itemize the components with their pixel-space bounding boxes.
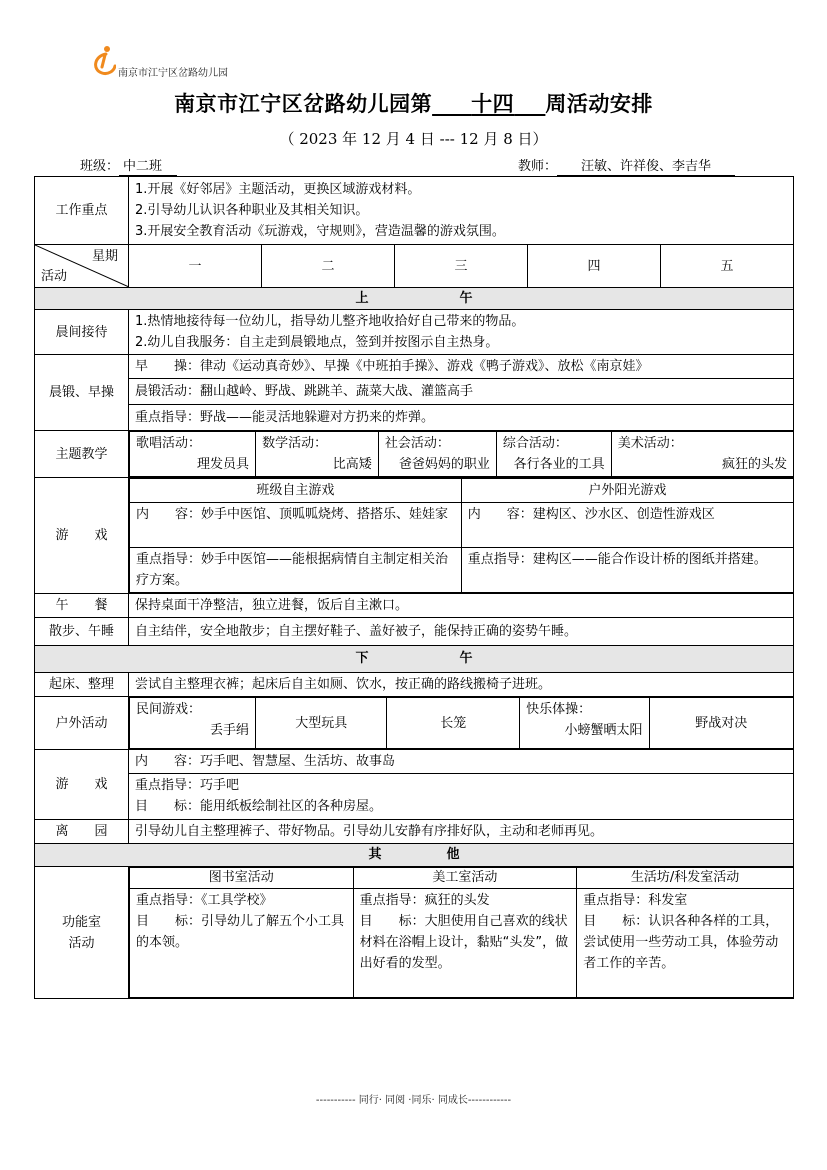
wakeup-row [35, 673, 794, 697]
afternoon-games-goal: 目 标：能用纸板绘制社区的各种房屋。 [135, 799, 383, 814]
wakeup-text: 尝试自主整理衣裤；起床后自主如厕、饮水，按正确的路线搬椅子进班。 [129, 673, 794, 697]
art-room-goal: 目 标：大胆使用自己喜欢的线状材料在浴帽上设计，黏贴“头发”，做出好看的发型。 [359, 914, 569, 971]
day-thursday: 四 [528, 245, 661, 288]
reception-row [35, 310, 794, 355]
teacher-value: 汪敏、许祥俊、李吉华 [557, 159, 735, 176]
teacher-info [518, 155, 735, 176]
function-room-label: 功能室 活动 [35, 867, 129, 999]
weekday-diagonal-cell [35, 245, 129, 288]
theme-type: 综合活动： [502, 436, 568, 451]
day-wednesday: 三 [395, 245, 528, 288]
library-focus: 重点指导：《工具学校》 [136, 893, 273, 908]
class-games-focus: 重点指导：妙手中医馆——能根据病情自主制定相关治疗方案。 [130, 548, 462, 593]
outdoor-games-content: 内 容：建构区、沙水区、创造性游戏区 [461, 503, 793, 548]
life-room-title: 生活坊/科发室活动 [577, 868, 793, 889]
leave-row [35, 820, 794, 844]
theme-name: 比高矮 [332, 457, 372, 472]
outdoor-name: 大型玩具 [256, 698, 387, 749]
library-goal: 目 标：引导幼儿了解五个小工具的本领。 [136, 914, 345, 950]
page-title [0, 88, 827, 118]
lunch-row [35, 594, 794, 618]
outdoor-type: 民间游戏： [136, 702, 202, 717]
day-monday: 一 [129, 245, 262, 288]
teacher-label: 教师： [518, 159, 558, 174]
week-number: 十四 [471, 91, 515, 116]
schedule-table [34, 176, 794, 999]
wakeup-label: 起床、整理 [35, 673, 129, 697]
library-title: 图书室活动 [130, 868, 354, 889]
morning-exercise-activities: 晨锻活动：翻山越岭、野战、跳跳羊、蔬菜大战、灌篮高手 [129, 378, 793, 404]
weekday-header-row [35, 245, 794, 288]
work-focus-item: 2.引导幼儿认识各种职业及其相关知识。 [135, 203, 369, 218]
class-games-title: 班级自主游戏 [130, 479, 462, 503]
outdoor-name: 长笼 [387, 698, 520, 749]
day-tuesday: 二 [262, 245, 395, 288]
nap-label: 散步、午睡 [35, 618, 129, 646]
theme-name: 各行各业的工具 [513, 457, 605, 472]
morning-games-row [35, 478, 794, 594]
class-value: 中二班 [119, 159, 177, 176]
work-focus-item: 1.开展《好邻居》主题活动，更换区域游戏材料。 [135, 182, 421, 197]
weekday-label: 星期 [91, 249, 118, 264]
nap-text: 自主结伴，安全地散步；自主摆好鞋子、盖好被子，能保持正确的姿势午睡。 [129, 618, 794, 646]
work-focus-item: 3.开展安全教育活动《玩游戏，守规则》，营造温馨的游戏氛围。 [135, 224, 505, 239]
morning-drill: 早 操：律动《运动真奇妙》、早操《中班拍手操》、游戏《鸭子游戏》、放松《南京娃》 [135, 359, 649, 374]
morning-games-grid [129, 478, 793, 593]
work-focus-row [35, 177, 794, 245]
reception-item: 2.幼儿自我服务：自主走到晨锻地点，签到并按图示自主热身。 [135, 335, 499, 350]
morning-section-title: 上 午 [35, 288, 794, 310]
outdoor-label: 户外活动 [35, 697, 129, 750]
function-room-grid [129, 867, 793, 998]
reception-label: 晨间接待 [35, 310, 129, 355]
footer-slogan: ----------- 同行· 同阅 ·同乐· 同成长------------ [315, 1095, 512, 1106]
theme-row [35, 431, 794, 478]
outdoor-name: 野战对决 [649, 698, 793, 749]
theme-type: 社会活动： [384, 436, 450, 451]
title-prefix: 南京市江宁区岔路幼儿园第 [174, 91, 433, 116]
work-focus-label: 工作重点 [35, 177, 129, 245]
afternoon-section-title: 下 午 [35, 646, 794, 673]
class-games-content: 内 容：妙手中医馆、顶呱呱烧烤、搭搭乐、娃娃家 [130, 503, 462, 548]
leave-label: 离 园 [35, 820, 129, 844]
date-range: （ 2023 年 12 月 4 日 --- 12 月 8 日） [279, 130, 548, 148]
afternoon-games-label: 游 戏 [35, 750, 129, 820]
other-section-title: 其 他 [35, 844, 794, 867]
afternoon-games-content: 内 容：巧手吧、智慧屋、生活坊、故事岛 [135, 754, 396, 769]
day-friday: 五 [661, 245, 794, 288]
exercise-label: 晨锻、早操 [35, 355, 129, 431]
lunch-text: 保持桌面干净整洁，独立进餐，饭后自主漱口。 [129, 594, 794, 618]
theme-name: 爸爸妈妈的职业 [398, 457, 490, 472]
reception-item: 1.热情地接待每一位幼儿，指导幼儿整齐地收拾好自己带来的物品。 [135, 314, 525, 329]
leave-text: 引导幼儿自主整理裤子、带好物品。引导幼儿安静有序排好队，主动和老师再见。 [129, 820, 794, 844]
class-info [80, 155, 177, 176]
outdoor-grid [129, 697, 793, 749]
theme-type: 美术活动： [617, 436, 683, 451]
theme-grid [129, 431, 793, 477]
morning-games-label: 游 戏 [35, 478, 129, 594]
function-room-row [35, 867, 794, 999]
outdoor-type: 快乐体操： [526, 702, 592, 717]
art-room-focus: 重点指导：疯狂的头发 [359, 893, 490, 908]
theme-name: 疯狂的头发 [722, 457, 788, 472]
theme-label: 主题教学 [35, 431, 129, 478]
outdoor-name: 丢手绢 [210, 723, 250, 738]
afternoon-games-row [35, 750, 794, 820]
kindergarten-logo-icon [90, 44, 116, 76]
afternoon-games-focus: 重点指导：巧手吧 [135, 778, 240, 793]
outdoor-name: 小螃蟹晒太阳 [564, 723, 643, 738]
life-room-focus: 重点指导：科发室 [583, 893, 688, 908]
lunch-label: 午 餐 [35, 594, 129, 618]
theme-type: 数学活动： [262, 436, 328, 451]
outdoor-row [35, 697, 794, 750]
outdoor-games-title: 户外阳光游戏 [461, 479, 793, 503]
theme-type: 歌唱活动： [136, 436, 202, 451]
morning-exercise-focus: 重点指导：野战——能灵活地躲避对方扔来的炸弹。 [129, 404, 793, 430]
life-room-goal: 目 标：认识各种各样的工具，尝试使用一些劳动工具，体验劳动者工作的辛苦。 [583, 914, 779, 971]
logo-text: 南京市江宁区岔路幼儿园 [118, 68, 228, 79]
exercise-row [35, 355, 794, 431]
title-suffix: 周活动安排 [545, 91, 653, 116]
art-room-title: 美工室活动 [353, 868, 577, 889]
theme-name: 理发员具 [197, 457, 250, 472]
class-label: 班级： [80, 159, 120, 174]
activity-label: 活动 [41, 269, 68, 284]
nap-row [35, 618, 794, 646]
outdoor-games-focus: 重点指导：建构区——能合作设计桥的图纸并搭建。 [461, 548, 793, 593]
